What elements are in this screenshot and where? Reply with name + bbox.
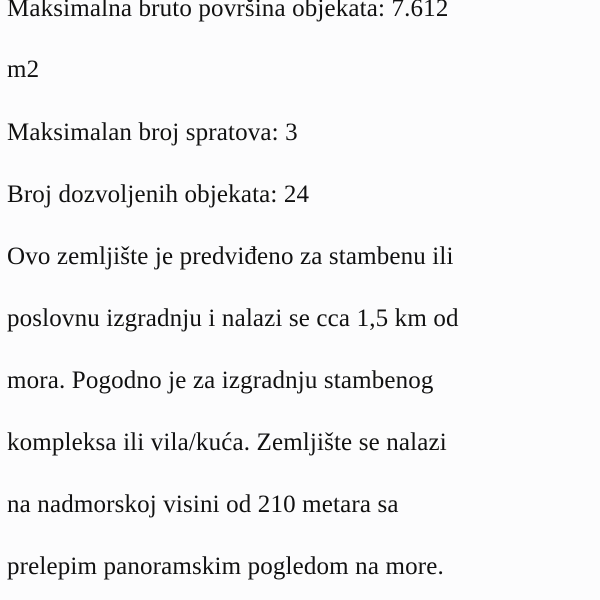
- text-line-description-2: poslovnu izgradnju i nalazi se cca 1,5 km od: [7, 305, 459, 332]
- text-line-area-unit: m2: [7, 56, 40, 83]
- text-line-description-5: na nadmorskoj visini od 210 metara sa: [7, 491, 399, 518]
- text-line-description-3: mora. Pogodno je za izgradnju stambenog: [7, 367, 434, 394]
- text-line-description-4: kompleksa ili vila/kuća. Zemljište se nalazi: [7, 429, 447, 456]
- text-line-description-1: Ovo zemljište je predviđeno za stambenu ili: [7, 243, 454, 270]
- text-line-max-gross-area: Maksimalna bruto površina objekata: 7.612: [7, 0, 449, 22]
- text-line-max-floors: Maksimalan broj spratova: 3: [7, 119, 298, 146]
- text-line-allowed-buildings: Broj dozvoljenih objekata: 24: [7, 181, 310, 208]
- text-line-description-6: prelepim panoramskim pogledom na more.: [7, 553, 444, 580]
